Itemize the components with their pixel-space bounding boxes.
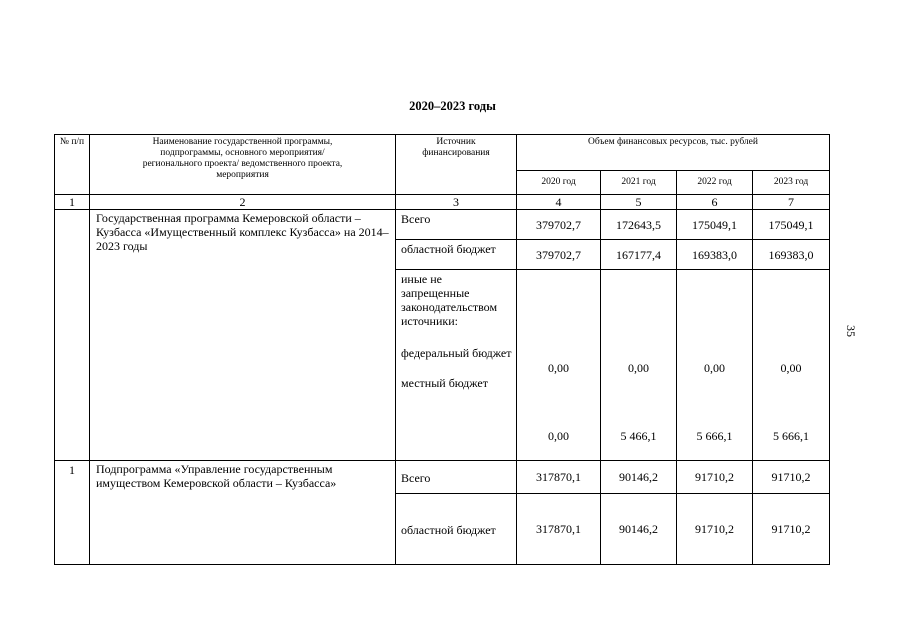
- federal-2021: 0,00: [628, 361, 649, 375]
- program-other-2021: [601, 270, 677, 461]
- program-total-2020: 379702,7: [517, 210, 601, 240]
- header-source: Источник финансирования: [396, 135, 517, 195]
- subprogram-regional-2021: 90146,2: [601, 494, 677, 565]
- subprogram-regional-2020: 317870,1: [517, 494, 601, 565]
- col-number-4: 4: [517, 195, 601, 210]
- col-number-7: 7: [753, 195, 830, 210]
- subprogram-regional-2022: 91710,2: [677, 494, 753, 565]
- program-source-other: [396, 270, 517, 461]
- header-volume: Объем финансовых ресурсов, тыс. рублей: [517, 135, 830, 171]
- header-name: Наименование государственной программы, подпрограммы, основного мероприятия/ регионального проекта/ ведомственного проекта, мероприятия: [90, 135, 396, 195]
- program-other-2022: [677, 270, 753, 461]
- local-2021: 5 466,1: [620, 429, 657, 443]
- local-2020: 0,00: [548, 429, 569, 443]
- page-title: 2020–2023 годы: [409, 99, 496, 113]
- program-name: Государственная программа Кемеровской области – Кузбасса «Имущественный комплекс Кузбасса» на 2014–2023 годы: [90, 210, 396, 461]
- local-budget-label: местный бюджет: [401, 376, 488, 390]
- subprogram-regional-2023: 91710,2: [753, 494, 830, 565]
- subprogram-total-2021: 90146,2: [601, 461, 677, 494]
- program-regional-2023: 169383,0: [753, 240, 830, 270]
- header-year-2020: 2020 год: [517, 171, 601, 195]
- header-year-2021: 2021 год: [601, 171, 677, 195]
- page-number: 35: [844, 325, 858, 337]
- program-regional-2020: 379702,7: [517, 240, 601, 270]
- federal-2020: 0,00: [548, 361, 569, 375]
- program-other-2023: [753, 270, 830, 461]
- program-other-2020: [517, 270, 601, 461]
- col-number-6: 6: [677, 195, 753, 210]
- local-2022: 5 666,1: [696, 429, 733, 443]
- subprogram-total-2020: 317870,1: [517, 461, 601, 494]
- table-row: [55, 461, 830, 494]
- federal-2022: 0,00: [704, 361, 725, 375]
- col-number-2: 2: [90, 195, 396, 210]
- subprogram-total-2022: 91710,2: [677, 461, 753, 494]
- program-regional-2022: 169383,0: [677, 240, 753, 270]
- program-source-total: Всего: [396, 210, 517, 240]
- program-num: [55, 210, 90, 461]
- program-total-2021: 172643,5: [601, 210, 677, 240]
- federal-budget-label: федеральный бюджет: [401, 346, 512, 360]
- other-sources-heading: иные не запрещенные законодательством источники:: [401, 272, 498, 328]
- col-number-3: 3: [396, 195, 517, 210]
- subprogram-source-total: Всего: [396, 461, 517, 494]
- table-row: [55, 210, 830, 240]
- local-2023: 5 666,1: [773, 429, 809, 443]
- subprogram-total-2023: 91710,2: [753, 461, 830, 494]
- header-num: № п/п: [55, 135, 90, 195]
- program-total-2023: 175049,1: [753, 210, 830, 240]
- program-regional-2021: 167177,4: [601, 240, 677, 270]
- federal-2023: 0,00: [780, 361, 802, 375]
- finance-table: [54, 134, 830, 565]
- subprogram-source-regional: областной бюджет: [396, 494, 517, 565]
- program-source-regional: областной бюджет: [396, 240, 517, 270]
- col-number-5: 5: [601, 195, 677, 210]
- header-year-2022: 2022 год: [677, 171, 753, 195]
- subprogram-num: 1: [55, 461, 90, 565]
- subprogram-name: Подпрограмма «Управление государственным имуществом Кемеровской области – Кузбасса»: [90, 461, 396, 565]
- header-year-2023: 2023 год: [753, 171, 830, 195]
- program-total-2022: 175049,1: [677, 210, 753, 240]
- col-number-1: 1: [55, 195, 90, 210]
